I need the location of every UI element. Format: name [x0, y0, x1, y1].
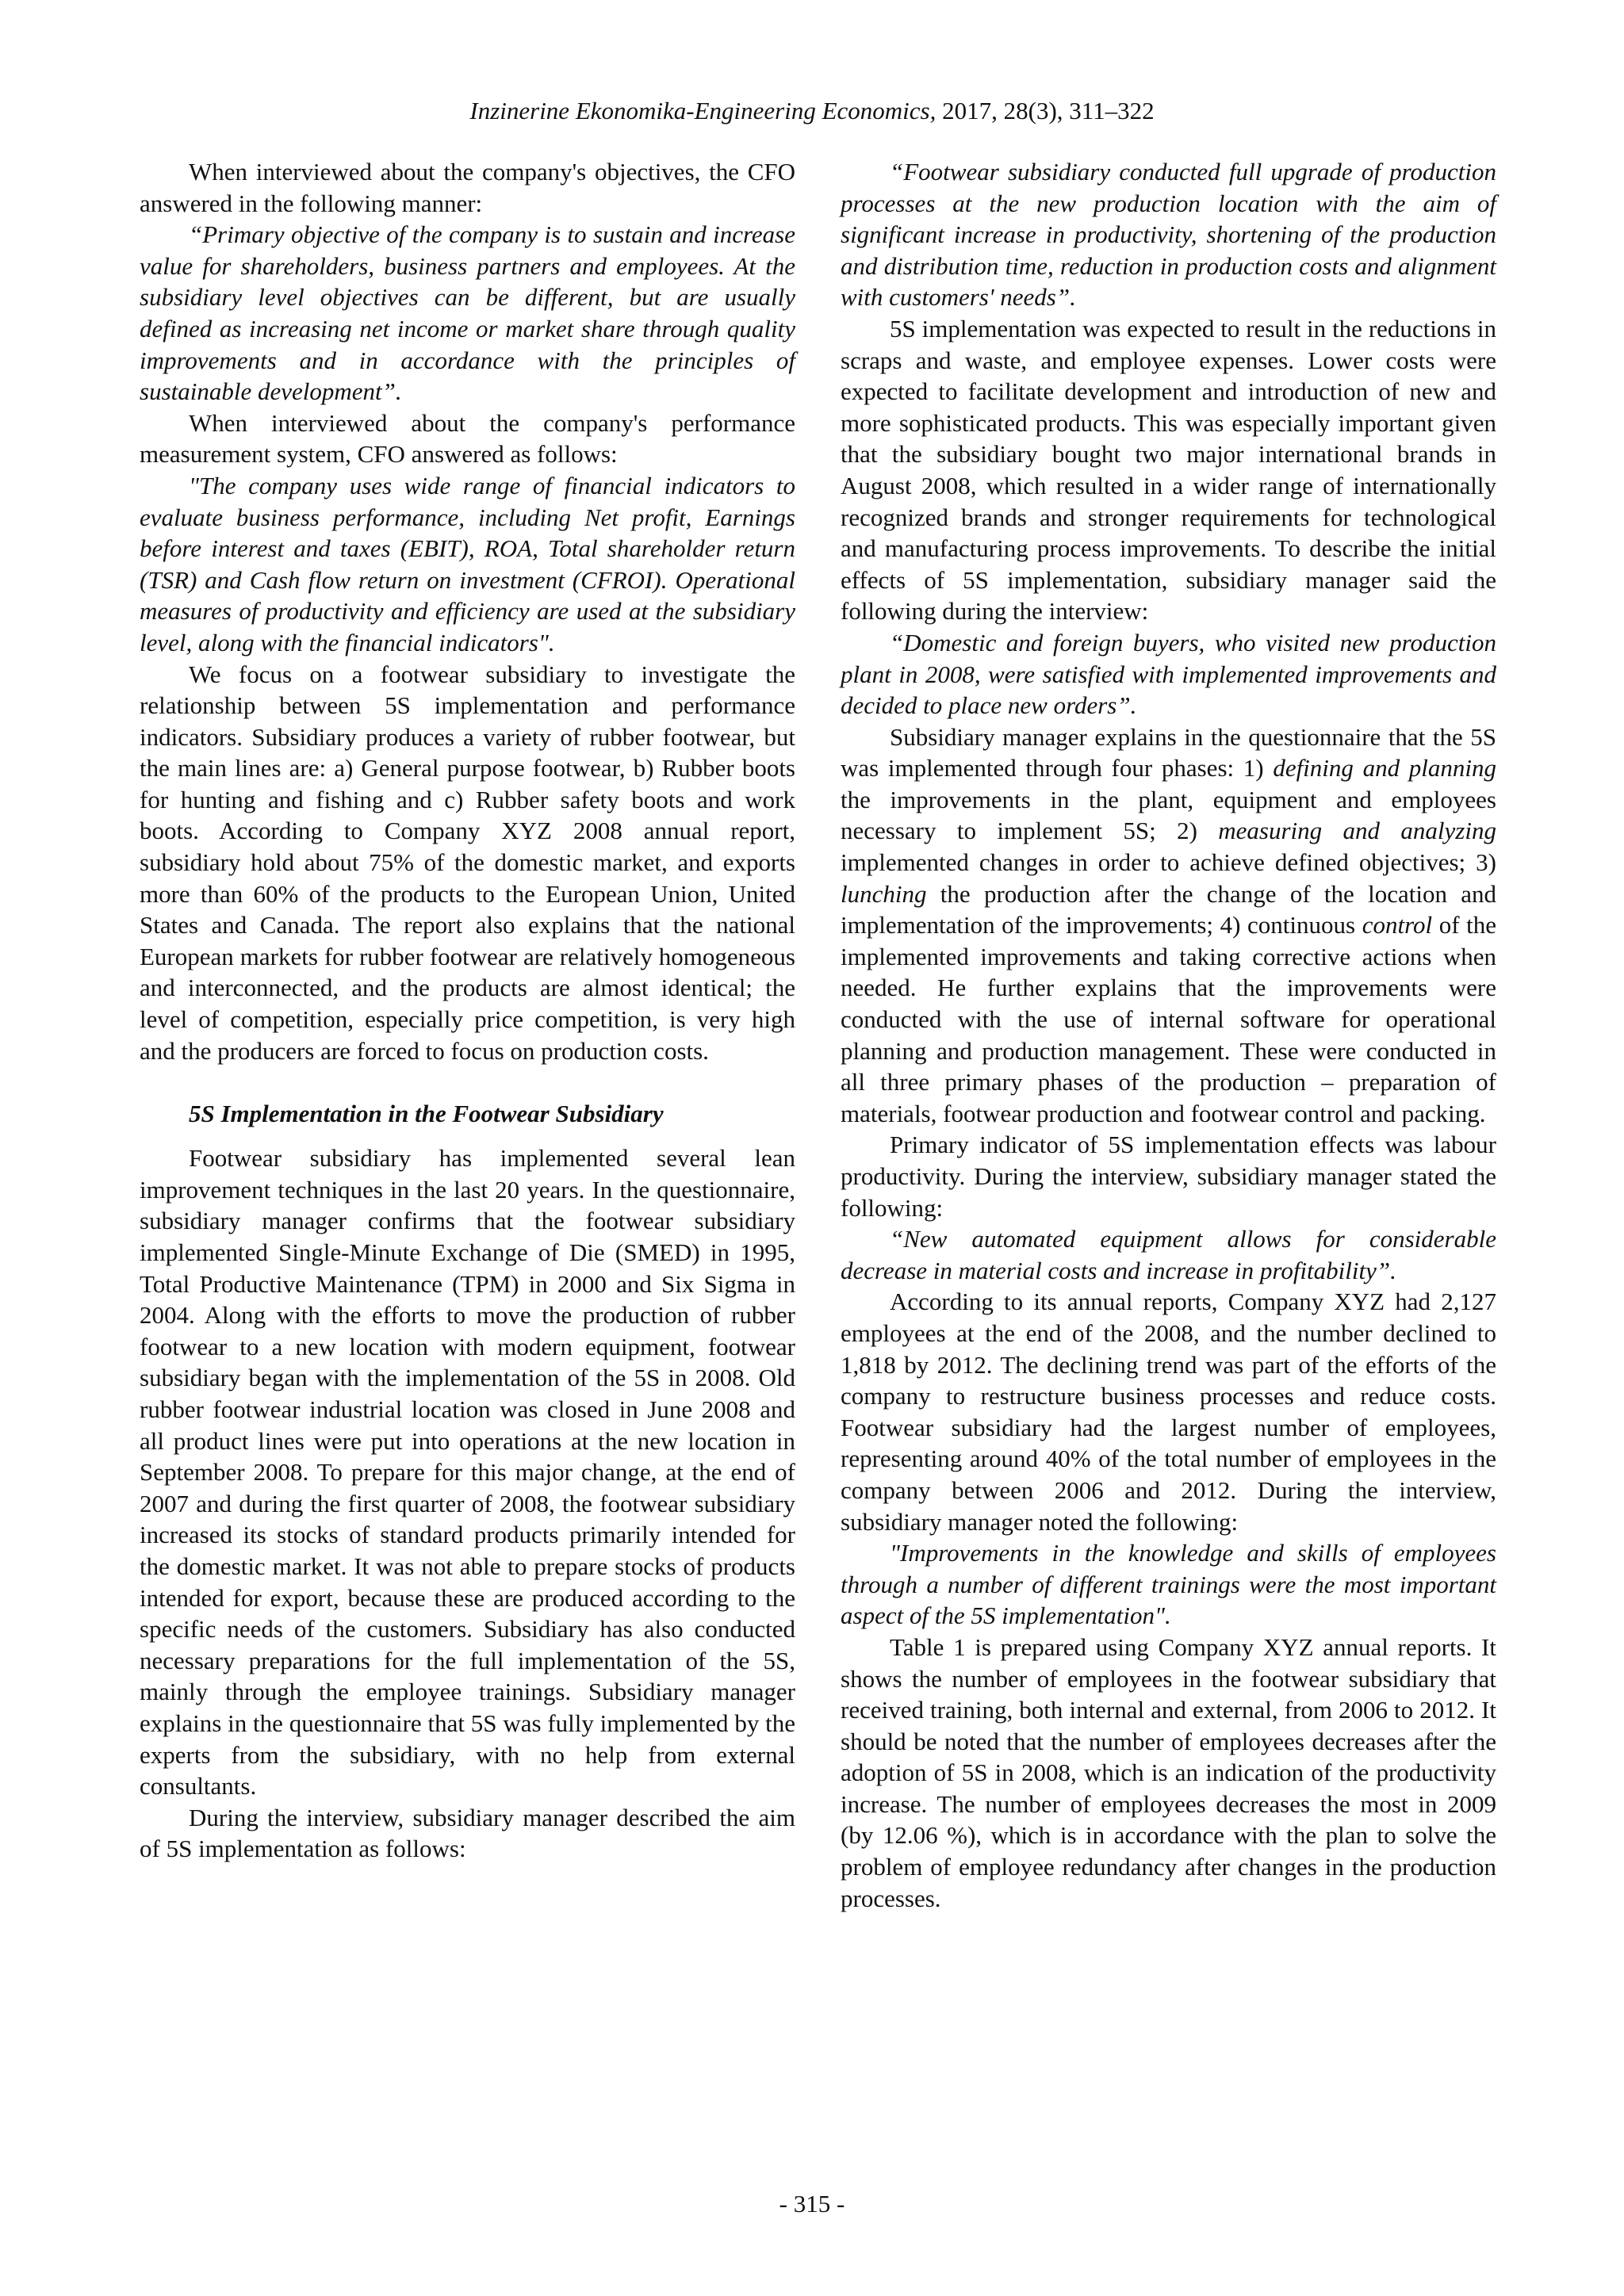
- running-header: [0, 95, 1624, 127]
- quote-manager-buyers: “Domestic and foreign buyers, who visited new production plant in 2008, were satisfied with implemented improvements and decided to place new orders”.: [841, 628, 1496, 720]
- paragraph: Primary indicator of 5S implementation effects was labour productivity. During the interview, subsidiary manager stated the following:: [841, 1131, 1496, 1222]
- paragraph: According to its annual reports, Company XYZ had 2,127 employees at the end of the 2008, and the number declined to 1,818 by 2012. The declining trend was part of the efforts of the company to restructure business processes and reduce costs. Footwear subsidiary had the largest number of employees, representing around 40% of the total number of employees in the company between 2006 and 2012. During the interview, subsidiary manager noted the following:: [841, 1288, 1496, 1536]
- quote-cfo-objectives: “Primary objective of the company is to sustain and increase value for shareholders, business partners and employees. At the subsidiary level objectives can be different, but are usually defined as increasing net income or market share through quality improvements and in accordance with the principles of sustainable development”.: [140, 220, 795, 406]
- text-run: Subsidiary manager explains in the questionnaire that the 5S was implemented through four phases: 1): [841, 722, 1496, 783]
- paragraph: When interviewed about the company's objectives, the CFO answered in the following manner:: [140, 158, 795, 217]
- quote-cfo-performance: "The company uses wide range of financial indicators to evaluate business performance, including Net profit, Earnings before interest and taxes (EBIT), ROA, Total shareholder return (TSR) and Cash flow return on investment (CFROI). Operational measures of productivity and efficiency are used at the subsidiary level, along with the financial indicators".: [140, 471, 795, 656]
- paragraph: During the interview, subsidiary manager described the aim of 5S implementation as follows:: [140, 1803, 795, 1863]
- paragraph-phases: [841, 721, 1496, 1130]
- quote-manager-equipment: “New automated equipment allows for considerable decrease in material costs and increase in profitability”.: [841, 1225, 1496, 1284]
- left-column: [140, 156, 795, 1865]
- paragraph: 5S implementation was expected to result in the reductions in scraps and waste, and employee expenses. Lower costs were expected to facilitate development and introduction of new and more sophisticated products. This was especially important given that the subsidiary bought two major international brands in August 2008, which resulted in a wider range of internationally recognized brands and stronger requirements for technological and manufacturing process improvements. To describe the initial effects of 5S implementation, subsidiary manager said the following during the interview:: [841, 314, 1496, 626]
- quote-manager-aim: “Footwear subsidiary conducted full upgrade of production processes at the new production location with the aim of significant increase in productivity, shortening of the production and distribution time, reduction in production costs and alignment with customers' needs”.: [841, 158, 1496, 312]
- phase-measuring-analyzing: measuring and analyzing: [1218, 817, 1496, 845]
- section-heading: 5S Implementation in the Footwear Subsidiary: [189, 1100, 664, 1128]
- phase-control: control: [1362, 911, 1433, 939]
- text-run: of the implemented improvements and taking corrective actions when needed. He further explains that the improvements were conducted with the use of internal software for operational planning and production management. These were conducted in all three primary phases of the production – preparation of materials, footwear production and footwear control and packing.: [841, 911, 1496, 1127]
- journal-name: Inzinerine Ekonomika-Engineering Economics,: [469, 97, 936, 124]
- paragraph: Footwear subsidiary has implemented several lean improvement techniques in the last 20 years. In the questionnaire, subsidiary manager confirms that the footwear subsidiary implemented Single-Minute Exchange of Die (SMED) in 1995, Total Productive Maintenance (TPM) in 2000 and Six Sigma in 2004. Along with the efforts to move the production of rubber footwear to a new location with modern equipment, footwear subsidiary began with the implementation of the 5S in 2008. Old rubber footwear industrial location was closed in June 2008 and all product lines were put into operations at the new location in September 2008. To prepare for this major change, at the end of 2007 and during the first quarter of 2008, the footwear subsidiary increased its stocks of standard products primarily intended for the domestic market. It was not able to prepare stocks of products intended for export, because these are produced according to the specific needs of the customers. Subsidiary has also conducted necessary preparations for the full implementation of the 5S, mainly through the employee trainings. Subsidiary manager explains in the questionnaire that 5S was fully implemented by the experts from the subsidiary, with no help from external consultants.: [140, 1144, 795, 1800]
- phase-lunching: lunching: [841, 879, 927, 908]
- right-column: [841, 156, 1496, 1914]
- quote-manager-training: "Improvements in the knowledge and skills of employees through a number of different trainings were the most important aspect of the 5S implementation".: [841, 1539, 1496, 1630]
- page-number: - 315 -: [779, 2190, 845, 2218]
- text-run: implemented changes in order to achieve defined objectives; 3): [841, 848, 1496, 877]
- journal-citation: 2017, 28(3), 311–322: [936, 97, 1155, 124]
- text-run: the production after the change of the location and implementation of the improvements; 4) continuous: [841, 879, 1496, 939]
- text-run: the improvements in the plant, equipment and employees necessary to implement 5S; 2): [841, 785, 1496, 845]
- paragraph: We focus on a footwear subsidiary to investigate the relationship between 5S implementation and performance indicators. Subsidiary produces a variety of rubber footwear, but the main lines are: a) General purpose footwear, b) Rubber boots for hunting and fishing and c) Rubber safety boots and work boots. According to Company XYZ 2008 annual report, subsidiary hold about 75% of the domestic market, and exports more than 60% of the products to the European Union, United States and Canada. The report also explains that the national European markets for rubber footwear are relatively homogeneous and interconnected, and the products are almost identical; the level of competition, especially price competition, is very high and the producers are forced to focus on production costs.: [140, 660, 795, 1065]
- phase-defining-planning: defining and planning: [1273, 754, 1496, 783]
- paragraph: Table 1 is prepared using Company XYZ annual reports. It shows the number of employees in the footwear subsidiary that received training, both internal and external, from 2006 to 2012. It should be noted that the number of employees decreases after the adoption of 5S in 2008, which is an indication of the productivity increase. The number of employees decreases the most in 2009 (by 12.06 %), which is in accordance with the plan to solve the problem of employee redundancy after changes in the production processes.: [841, 1632, 1496, 1912]
- paragraph: When interviewed about the company's performance measurement system, CFO answered as follows:: [140, 408, 795, 469]
